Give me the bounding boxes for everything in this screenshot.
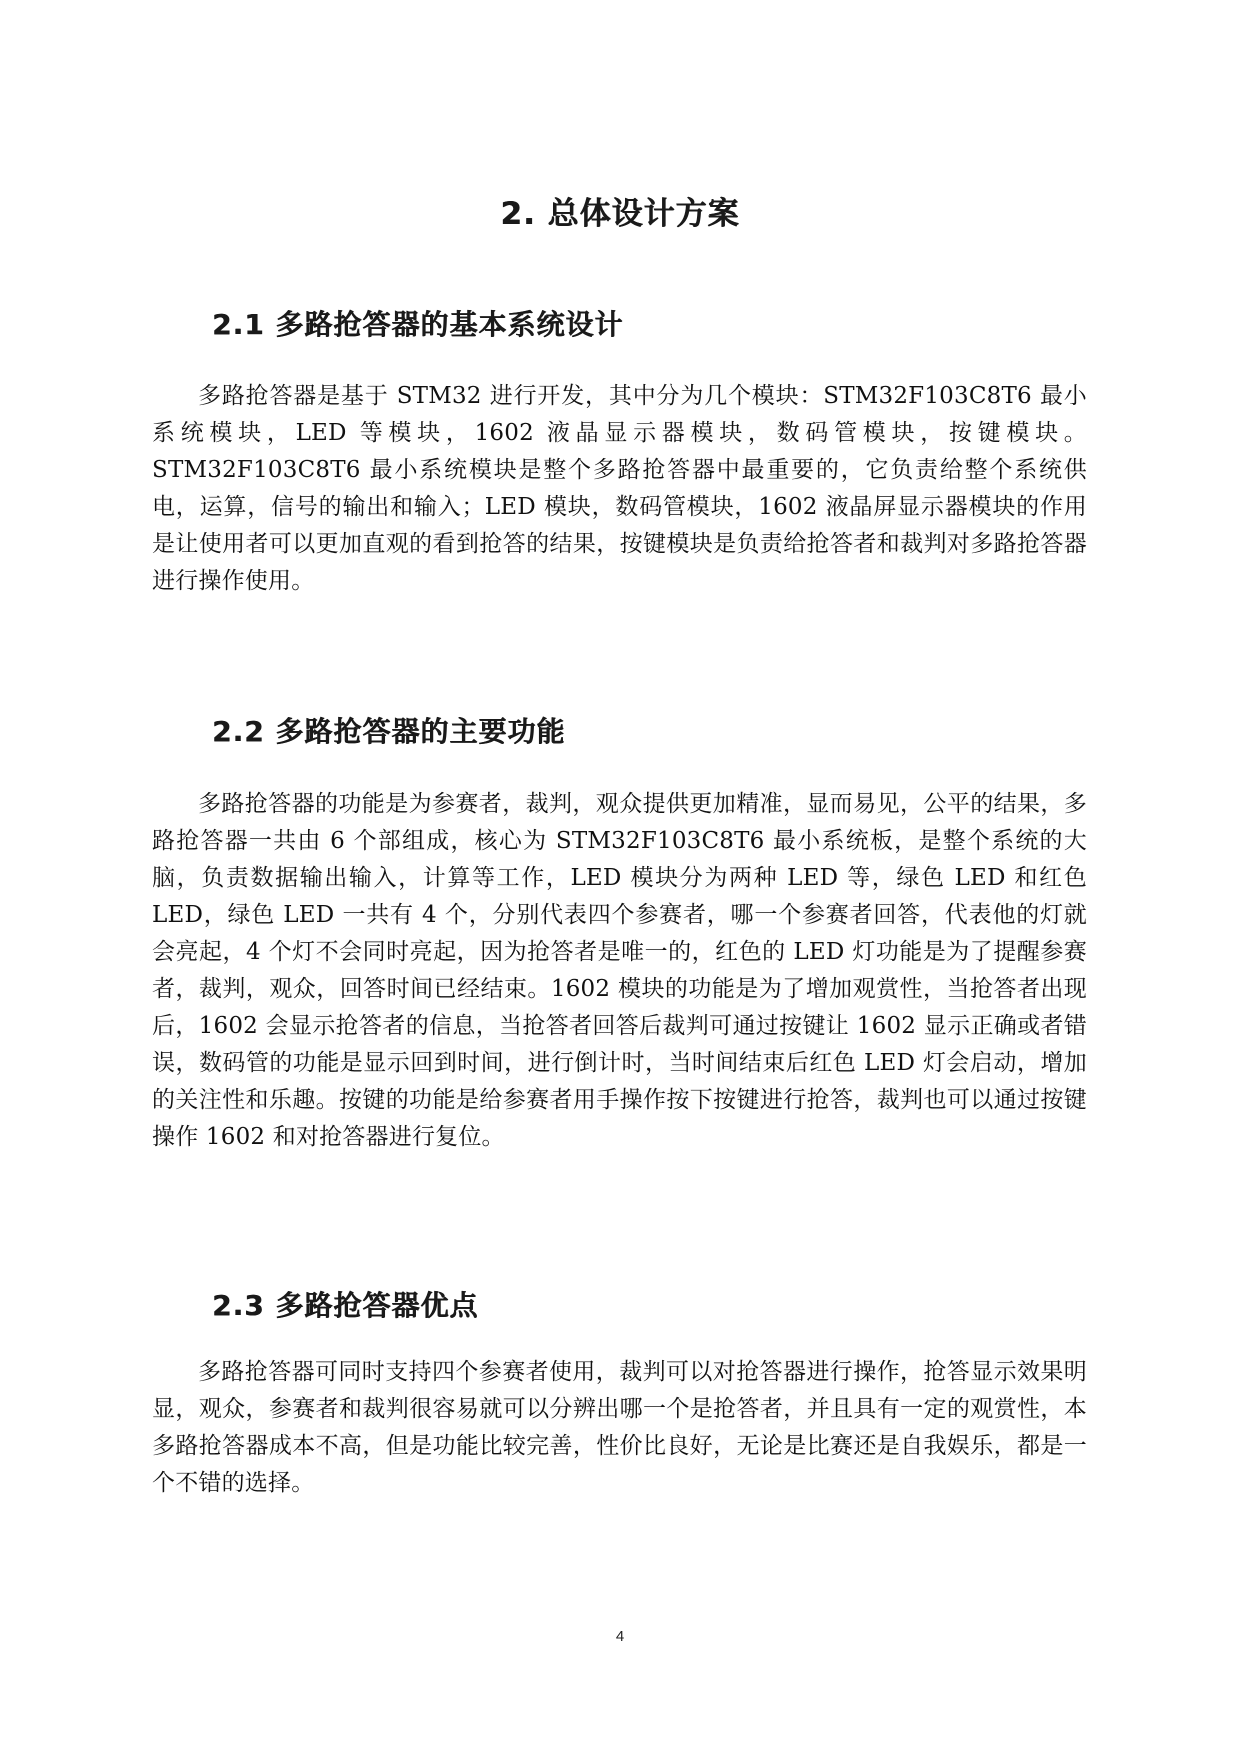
page-number: 4 <box>615 1628 625 1645</box>
section-paragraph-2-3: 多路抢答器可同时支持四个参赛者使用，裁判可以对抢答器进行操作，抢答显示效果明显，观众，参赛者和裁判很容易就可以分辨出哪一个是抢答者，并且具有一定的观赏性，本多路抢答器成本不高，但是功能比较完善，性价比良好，无论是比赛还是自我娱乐，都是一个不错的选择。 <box>152 1359 1087 1496</box>
chapter-title: 2. 总体设计方案 <box>500 196 740 232</box>
section-paragraph-2-2: 多路抢答器的功能是为参赛者，裁判，观众提供更加精准，显而易见，公平的结果，多路抢答器一共由 6 个部组成，核心为 STM32F103C8T6 最小系统板，是整个系统的大脑，负责数据输出输入，计算等工作，LED 模块分为两种 LED 等，绿色 LED 和红色 LED，绿色 LED 一共有 4 个，分别代表四个参赛者，哪一个参赛者回答，代表他的灯就会亮起，4 个灯不会同时亮起，因为抢答者是唯一的，红色的 LED 灯功能是为了提醒参赛者，裁判，观众，回答时间已经结束。1602 模块的功能是为了增加观赏性，当抢答者出现后，1602 会显示抢答者的信息，当抢答者回答后裁判可通过按键让 1602 显示正确或者错误，数码管的功能是显示回到时间，进行倒计时，当时间结束后红色 LED 灯会启动，增加的关注性和乐趣。按键的功能是给参赛者用手操作按下按键进行抢答，裁判也可以通过按键操作 1602 和对抢答器进行复位。 <box>152 791 1087 1150</box>
section-heading-2-2: 2.2 多路抢答器的主要功能 <box>212 715 566 748</box>
section-heading-2-1: 2.1 多路抢答器的基本系统设计 <box>212 308 624 341</box>
section-paragraph-2-1: 多路抢答器是基于 STM32 进行开发，其中分为几个模块：STM32F103C8T6 最小系统模块，LED 等模块，1602 液晶显示器模块，数码管模块，按键模块。STM32F103C8T6 最小系统模块是整个多路抢答器中最重要的，它负责给整个系统供电，运算，信号的输出和输入；LED 模块，数码管模块，1602 液晶屏显示器模块的作用是让使用者可以更加直观的看到抢答的结果，按键模块是负责给抢答者和裁判对多路抢答器进行操作使用。 <box>152 383 1087 594</box>
section-heading-2-3: 2.3 多路抢答器优点 <box>212 1289 479 1322</box>
